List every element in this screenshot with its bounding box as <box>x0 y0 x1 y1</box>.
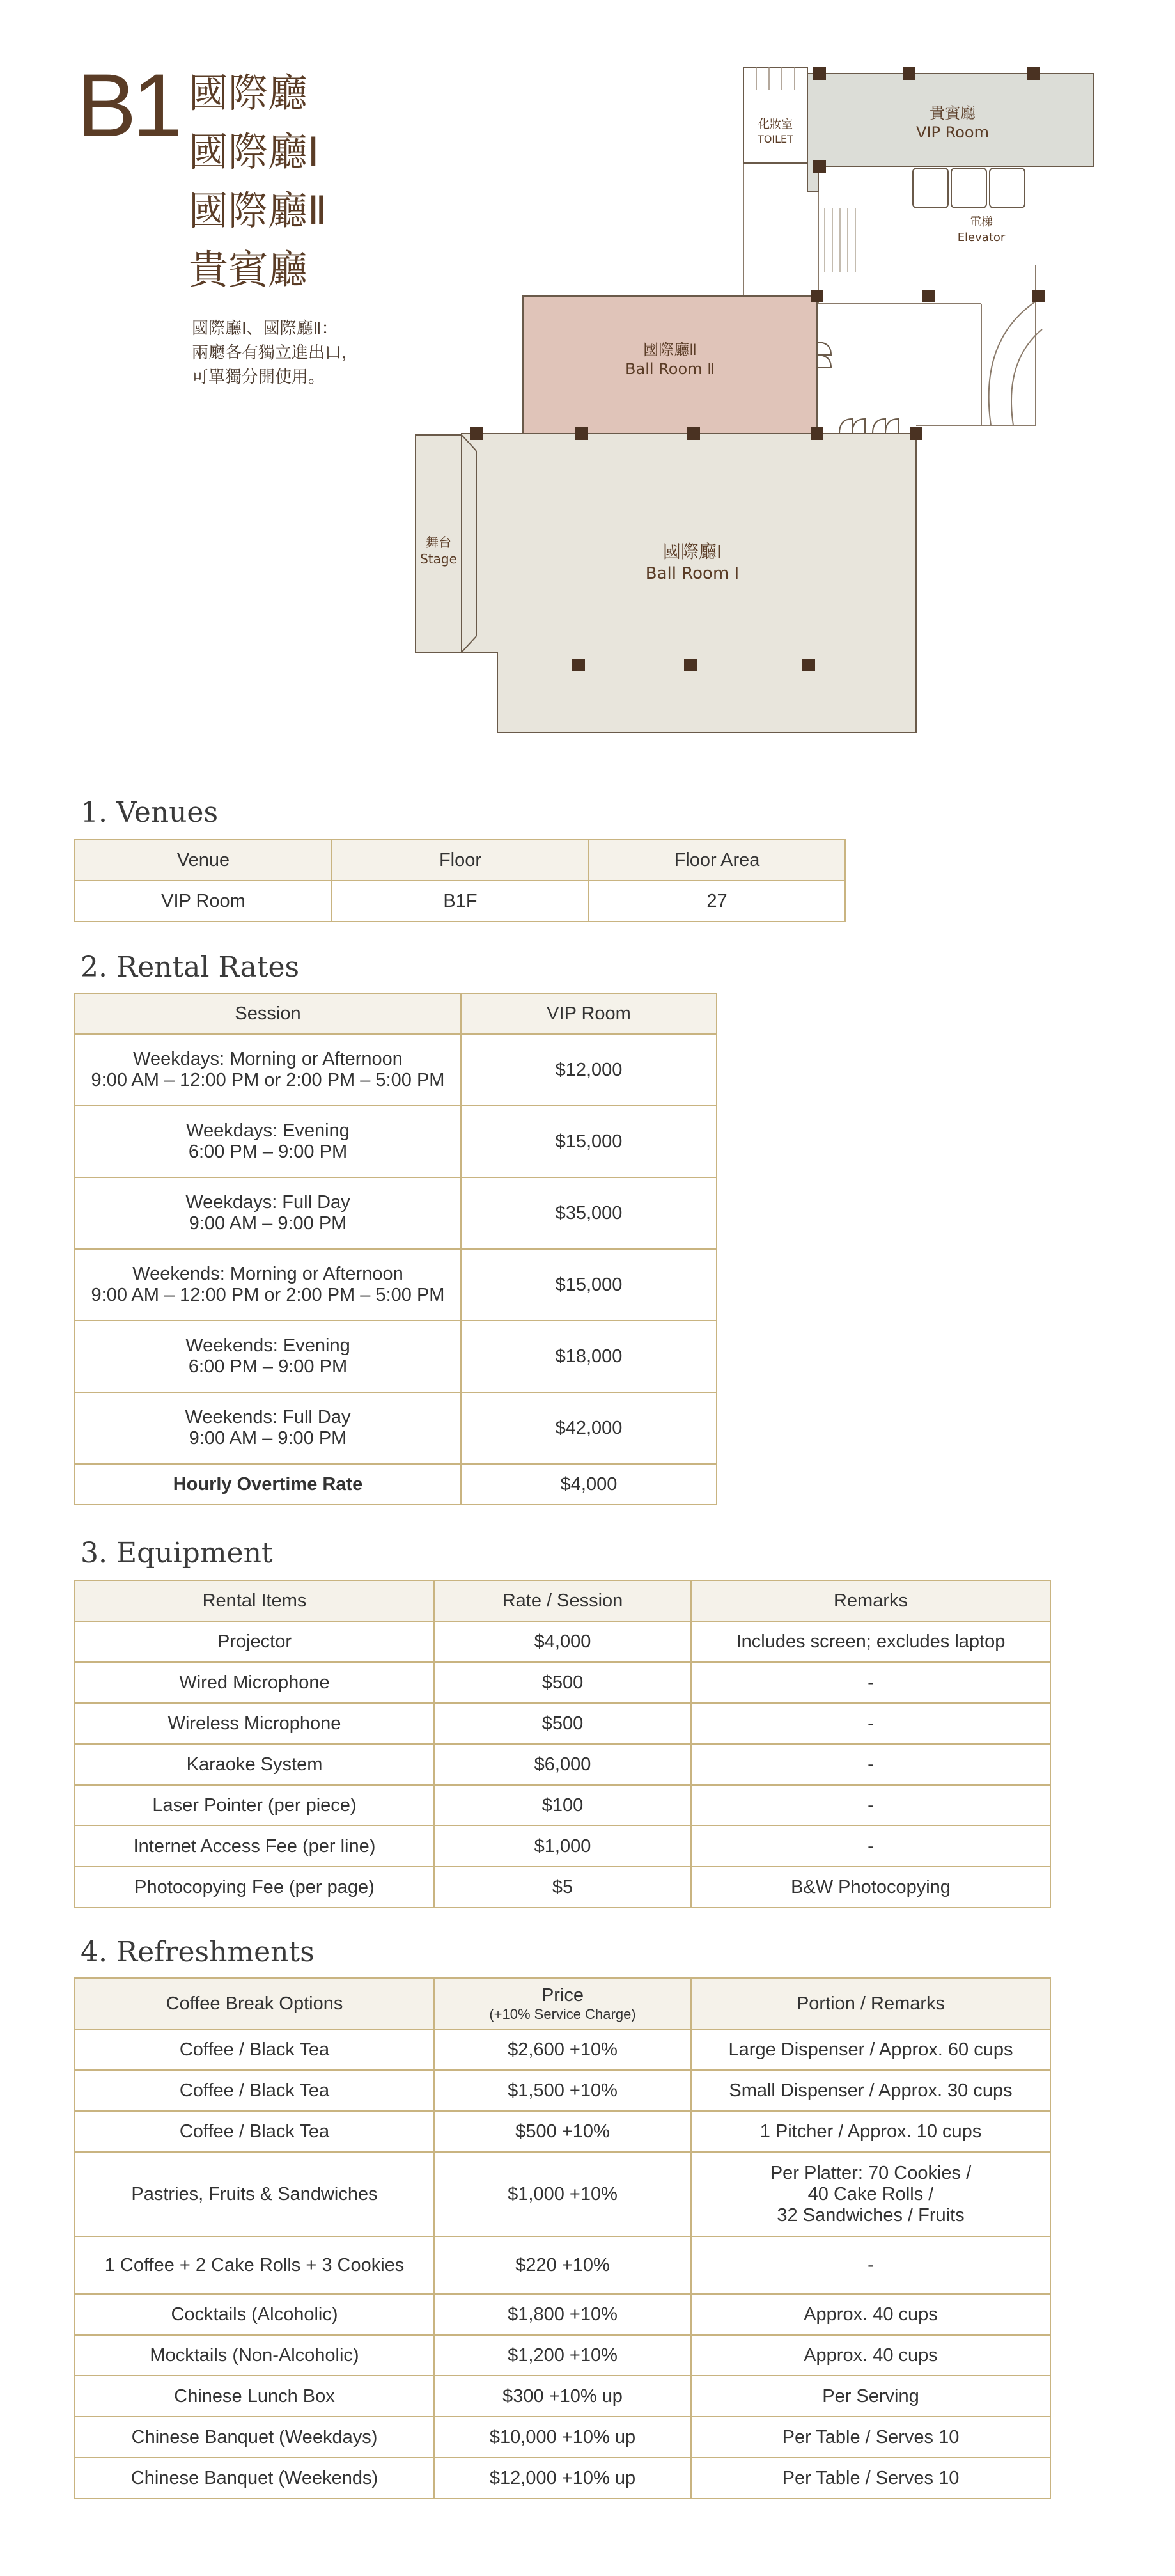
overtime-price: $4,000 <box>461 1464 717 1505</box>
column-header: Venue <box>75 840 332 881</box>
rate-cell: $4,000 <box>434 1621 691 1662</box>
column-header: Rental Items <box>75 1580 434 1621</box>
table-header-row <box>75 993 717 1034</box>
floor-code: B1 <box>77 55 179 155</box>
column-header: Rate / Session <box>434 1580 691 1621</box>
option-cell: Coffee / Black Tea <box>75 2029 434 2070</box>
vip-room-label-en: VIP Room <box>916 123 989 141</box>
table-row <box>75 2029 1050 2070</box>
price-cell: $1,000 +10% <box>434 2152 691 2236</box>
price-cell: $15,000 <box>461 1106 717 1177</box>
column-header: Portion / Remarks <box>691 1978 1050 2029</box>
hall-title: 國際廳 <box>189 70 308 116</box>
item-cell: Wireless Microphone <box>75 1703 434 1744</box>
price-cell: $42,000 <box>461 1392 717 1464</box>
table-header-row <box>75 840 845 881</box>
hall-title: 國際廳Ⅰ <box>189 129 320 175</box>
overtime-label: Hourly Overtime Rate <box>75 1464 461 1505</box>
rate-cell: $5 <box>434 1867 691 1908</box>
table-row <box>75 1106 717 1177</box>
price-cell: $1,500 +10% <box>434 2070 691 2111</box>
toilet-label: 化妝室 <box>758 118 793 131</box>
table-row <box>75 1034 717 1106</box>
rate-cell: $100 <box>434 1785 691 1826</box>
column-header: Floor <box>332 840 589 881</box>
option-cell: Pastries, Fruits & Sandwiches <box>75 2152 434 2236</box>
portion-cell: Large Dispenser / Approx. 60 cups <box>691 2029 1050 2070</box>
option-cell: 1 Coffee + 2 Cake Rolls + 3 Cookies <box>75 2236 434 2294</box>
stage-label-en: Stage <box>420 551 457 567</box>
price-cell: $12,000 <box>461 1034 717 1106</box>
table-row <box>75 2152 1050 2236</box>
remark-cell: - <box>691 1703 1050 1744</box>
price-cell: $1,800 +10% <box>434 2294 691 2335</box>
portion-cell: Approx. 40 cups <box>691 2294 1050 2335</box>
elevator <box>913 168 1025 208</box>
session-cell <box>75 1034 461 1106</box>
table-row <box>75 1249 717 1321</box>
portion-cell: - <box>691 2236 1050 2294</box>
ballroom-1-label: 國際廳Ⅰ <box>662 541 722 562</box>
portion-cell: Per Serving <box>691 2376 1050 2417</box>
rental-table <box>74 993 717 1505</box>
session-name: Weekends: Full Day <box>185 1407 351 1427</box>
table-row <box>75 1177 717 1249</box>
item-cell: Internet Access Fee (per line) <box>75 1826 434 1867</box>
table-row <box>75 1662 1050 1703</box>
price-cell: $18,000 <box>461 1321 717 1392</box>
session-time: 6:00 PM – 9:00 PM <box>188 1142 348 1162</box>
portion-cell: 1 Pitcher / Approx. 10 cups <box>691 2111 1050 2152</box>
column-header: Session <box>75 993 461 1034</box>
item-cell: Wired Microphone <box>75 1662 434 1703</box>
rate-cell: $1,000 <box>434 1826 691 1867</box>
equipment-title: 3. Equipment <box>81 1537 273 1569</box>
price-cell: $1,200 +10% <box>434 2335 691 2376</box>
column-header: VIP Room <box>461 993 717 1034</box>
session-name: Weekends: Evening <box>185 1335 350 1356</box>
ballroom-2-label: 國際廳Ⅱ <box>643 341 697 359</box>
stage-label: 舞台 <box>426 535 451 550</box>
table-row <box>75 881 845 922</box>
price-cell: $2,600 +10% <box>434 2029 691 2070</box>
venues-title: 1. Venues <box>81 796 219 829</box>
price-cell: $300 +10% up <box>434 2376 691 2417</box>
table-row <box>75 1826 1050 1867</box>
item-cell: Karaoke System <box>75 1744 434 1785</box>
portion-cell: Per Table / Serves 10 <box>691 2417 1050 2458</box>
elevator-label-en: Elevator <box>957 231 1006 244</box>
table-row <box>75 2294 1050 2335</box>
price-header: Price <box>541 1984 584 2006</box>
session-cell <box>75 1392 461 1464</box>
portion-line: Per Platter: 70 Cookies / <box>770 2162 972 2183</box>
venues-table <box>74 839 846 922</box>
remark-cell: B&W Photocopying <box>691 1867 1050 1908</box>
rate-cell: $6,000 <box>434 1744 691 1785</box>
table-row <box>75 1621 1050 1662</box>
note-line: 兩廳各有獨立進出口， <box>192 343 359 363</box>
area-cell: 27 <box>589 881 845 922</box>
table-header-row <box>75 1978 1050 2029</box>
service-charge-note: (+10% Service Charge) <box>489 2006 636 2022</box>
table-row <box>75 2335 1050 2376</box>
session-time: 9:00 AM – 12:00 PM or 2:00 PM – 5:00 PM <box>91 1285 445 1305</box>
table-row <box>75 1785 1050 1826</box>
price-cell: $15,000 <box>461 1249 717 1321</box>
hall-title: 貴賓廳 <box>189 246 308 293</box>
table-row <box>75 1744 1050 1785</box>
equipment-table <box>74 1580 1051 1908</box>
item-cell: Laser Pointer (per piece) <box>75 1785 434 1826</box>
session-name: Weekdays: Evening <box>186 1120 350 1141</box>
price-cell: $12,000 +10% up <box>434 2458 691 2499</box>
item-cell: Photocopying Fee (per page) <box>75 1867 434 1908</box>
session-name: Weekdays: Full Day <box>185 1192 350 1213</box>
column-header: Coffee Break Options <box>75 1978 434 2029</box>
ballroom-1-label-en: Ball Room Ⅰ <box>645 564 740 583</box>
remark-cell: Includes screen; excludes laptop <box>691 1621 1050 1662</box>
venue-cell: VIP Room <box>75 881 332 922</box>
option-cell: Chinese Banquet (Weekends) <box>75 2458 434 2499</box>
refreshments-table <box>74 1977 1051 2499</box>
toilet-label-en: TOILET <box>758 133 793 145</box>
session-cell <box>75 1321 461 1392</box>
table-row <box>75 2458 1050 2499</box>
table-row <box>75 1464 717 1505</box>
table-row <box>75 1321 717 1392</box>
table-row <box>75 2417 1050 2458</box>
session-name: Weekends: Morning or Afternoon <box>132 1264 403 1284</box>
table-row <box>75 1703 1050 1744</box>
column-header: Floor Area <box>589 840 845 881</box>
option-cell: Coffee / Black Tea <box>75 2070 434 2111</box>
option-cell: Chinese Lunch Box <box>75 2376 434 2417</box>
remark-cell: - <box>691 1744 1050 1785</box>
refreshments-title: 4. Refreshments <box>81 1936 315 1968</box>
rate-cell: $500 <box>434 1662 691 1703</box>
session-time: 9:00 AM – 9:00 PM <box>189 1428 347 1449</box>
column-header: Remarks <box>691 1580 1050 1621</box>
portion-cell: Per Table / Serves 10 <box>691 2458 1050 2499</box>
session-time: 6:00 PM – 9:00 PM <box>188 1356 348 1377</box>
column-header <box>434 1978 691 2029</box>
price-cell: $10,000 +10% up <box>434 2417 691 2458</box>
session-cell <box>75 1249 461 1321</box>
hall-titles <box>189 64 327 299</box>
hall-title: 國際廳Ⅱ <box>189 187 327 234</box>
floor-plan <box>403 54 1106 745</box>
portion-cell: Approx. 40 cups <box>691 2335 1050 2376</box>
session-cell <box>75 1106 461 1177</box>
rental-title: 2. Rental Rates <box>81 951 300 984</box>
session-name: Weekdays: Morning or Afternoon <box>133 1049 403 1069</box>
note-line: 可單獨分開使用。 <box>192 368 325 387</box>
option-cell: Coffee / Black Tea <box>75 2111 434 2152</box>
price-cell: $500 +10% <box>434 2111 691 2152</box>
floor-cell: B1F <box>332 881 589 922</box>
option-cell: Chinese Banquet (Weekdays) <box>75 2417 434 2458</box>
remark-cell: - <box>691 1826 1050 1867</box>
portion-line: 32 Sandwiches / Fruits <box>777 2204 965 2226</box>
portion-cell: Small Dispenser / Approx. 30 cups <box>691 2070 1050 2111</box>
option-cell: Cocktails (Alcoholic) <box>75 2294 434 2335</box>
table-row <box>75 2111 1050 2152</box>
session-time: 9:00 AM – 9:00 PM <box>189 1213 347 1234</box>
note-line: 國際廳Ⅰ、國際廳Ⅱ： <box>192 319 338 338</box>
table-row <box>75 2376 1050 2417</box>
table-row <box>75 2236 1050 2294</box>
option-cell: Mocktails (Non-Alcoholic) <box>75 2335 434 2376</box>
vip-room-label: 貴賓廳 <box>930 104 976 122</box>
rate-cell: $500 <box>434 1703 691 1744</box>
item-cell: Projector <box>75 1621 434 1662</box>
remark-cell: - <box>691 1785 1050 1826</box>
remark-cell: - <box>691 1662 1050 1703</box>
table-row <box>75 1867 1050 1908</box>
portion-cell <box>691 2152 1050 2236</box>
session-cell <box>75 1177 461 1249</box>
elevator-label: 電梯 <box>970 216 993 229</box>
ballroom-2-label-en: Ball Room Ⅱ <box>625 360 715 378</box>
price-cell: $220 +10% <box>434 2236 691 2294</box>
table-row <box>75 2070 1050 2111</box>
toilet-room <box>743 67 807 163</box>
price-cell: $35,000 <box>461 1177 717 1249</box>
portion-line: 40 Cake Rolls / <box>807 2183 934 2204</box>
table-header-row <box>75 1580 1050 1621</box>
session-time: 9:00 AM – 12:00 PM or 2:00 PM – 5:00 PM <box>91 1070 445 1090</box>
hall-note <box>192 317 358 389</box>
table-row <box>75 1392 717 1464</box>
